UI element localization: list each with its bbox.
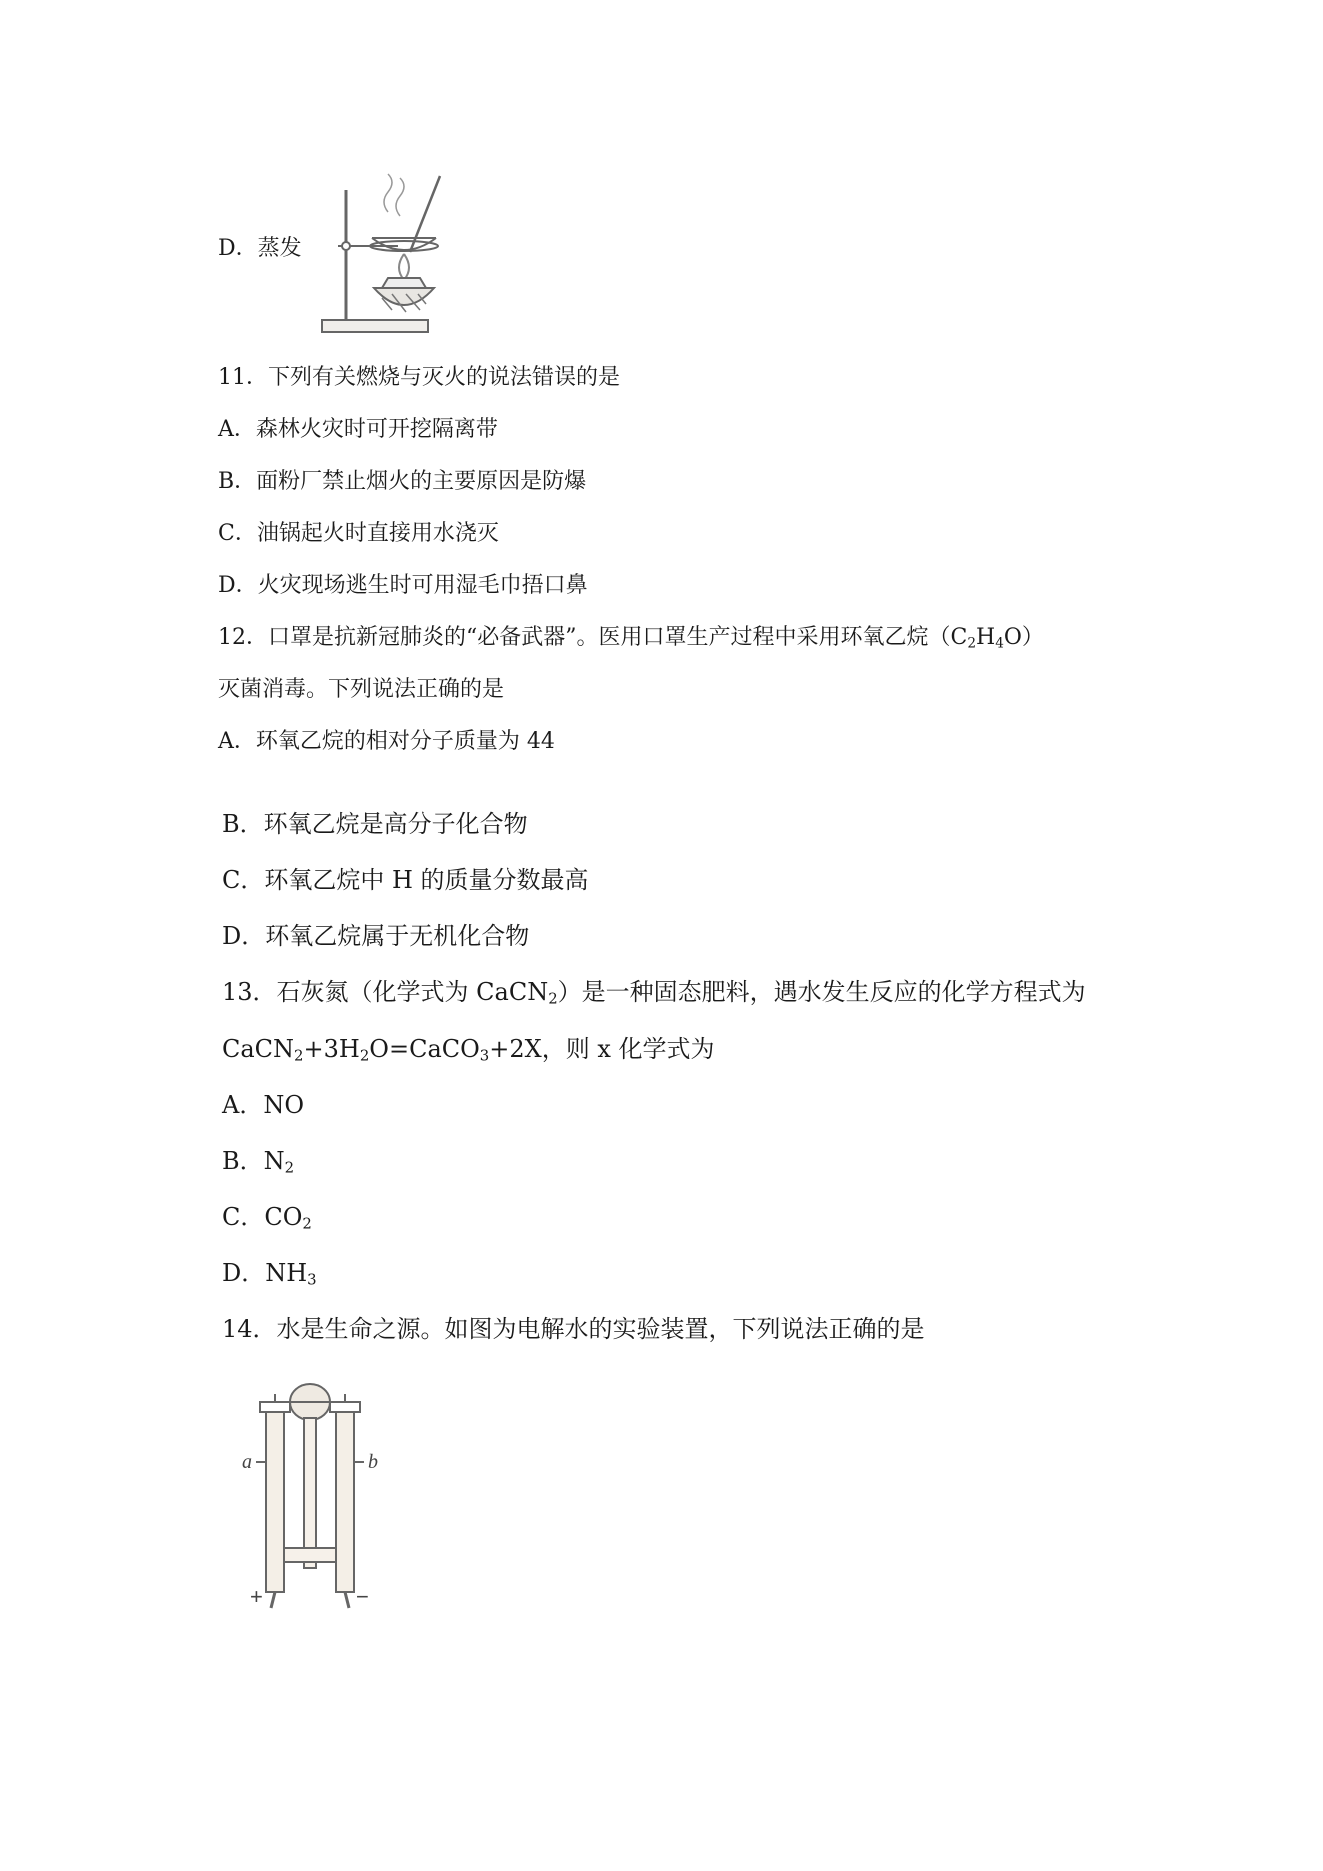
q13-eq-sub: 3 [479,1046,490,1065]
q10-option-d: D．蒸发 [218,236,302,261]
q12-stem-line2: 灭菌消毒。下列说法正确的是 [218,677,505,702]
q13-eq-part: +2X，则 x 化学式为 [489,1035,715,1063]
q13-eq-part: +3H [303,1035,360,1063]
q13-eq-sub: 2 [294,1046,304,1065]
q12-option-a: A．环氧乙烷的相对分子质量为 44 [218,729,555,754]
q12-option-c: C．环氧乙烷中 H 的质量分数最高 [222,866,589,894]
q13-eq-part: CaCN [222,1035,295,1063]
evaporation-apparatus-figure [318,172,458,338]
q13-eq-part: O=CaCO [369,1035,480,1063]
q13-option-d-sub: 3 [307,1270,317,1289]
q12-option-d: D．环氧乙烷属于无机化合物 [222,922,530,950]
q11-stem: 11．下列有关燃烧与灭火的说法错误的是 [218,365,620,390]
electrolysis-apparatus-figure [236,1372,386,1612]
q12-stem-c-sub: 2 [967,635,976,652]
q13-option-d-text: D．NH [222,1259,308,1287]
q13-option-b-text: B．N [222,1147,285,1175]
q11-option-d: D．火灾现场逃生时可用湿毛巾捂口鼻 [218,573,588,598]
fig-plus-sign: + [250,1584,263,1609]
q11-option-a: A．森林火灾时可开挖隔离带 [218,417,498,442]
q11-option-c: C．油锅起火时直接用水浇灭 [218,521,499,546]
q13-stem-post: ）是一种固态肥料，遇水发生反应的化学方程式为 [557,978,1086,1006]
q13-option-d [222,1259,317,1289]
q12-stem [218,625,1044,652]
q13-eq-sub: 2 [359,1046,370,1065]
q13-stem-sub: 2 [548,989,558,1008]
q13-stem [222,978,1086,1008]
fig-minus-sign: − [356,1584,369,1609]
q13-equation [222,1035,715,1065]
q12-stem-post: O） [1003,625,1044,650]
q12-stem-h-sub: 4 [995,635,1004,652]
q13-option-c [222,1203,312,1233]
q13-option-a [222,1093,304,1117]
q12-stem-pre: 12．口罩是抗新冠肺炎的“必备武器”。医用口罩生产过程中采用环氧乙烷（C [218,625,968,650]
q13-option-c-sub: 2 [302,1214,312,1233]
q13-option-b-sub: 2 [284,1158,295,1177]
fig-label-a: a [242,1451,252,1473]
q13-stem-pre: 13．石灰氮（化学式为 CaCN [222,978,549,1006]
q12-stem-h: H [976,625,996,650]
q11-option-b: B．面粉厂禁止烟火的主要原因是防爆 [218,469,587,494]
q13-option-c-text: C．CO [222,1203,303,1231]
fig-label-b: b [368,1451,378,1473]
q13-option-a-text: A．NO [222,1091,305,1119]
q12-option-b: B．环氧乙烷是高分子化合物 [222,810,528,838]
q14-stem: 14．水是生命之源。如图为电解水的实验装置，下列说法正确的是 [222,1315,925,1343]
q13-option-b [222,1147,295,1177]
